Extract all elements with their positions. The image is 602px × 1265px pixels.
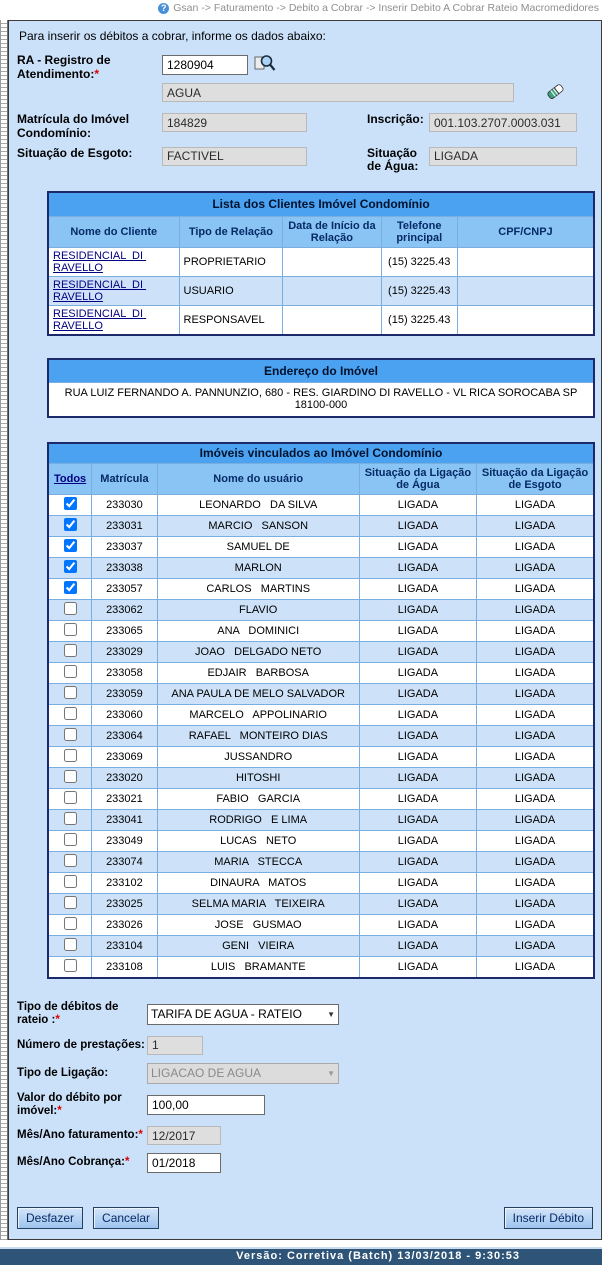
checkbox-cell [48, 915, 92, 936]
col-cpf-cnpj: CPF/CNPJ [457, 216, 594, 247]
imovel-checkbox[interactable] [64, 707, 77, 720]
matricula-cell: 233059 [92, 684, 158, 705]
tipo-ligacao-value: LIGACAO DE AGUA [151, 1066, 262, 1081]
version-bar: Versão: Corretiva (Batch) 13/03/2018 - 9:30:53 [0, 1249, 602, 1265]
situacao-esgoto-cell: LIGADA [477, 537, 594, 558]
table-row [48, 810, 594, 831]
situacao-esgoto-cell: LIGADA [477, 810, 594, 831]
table-row [48, 894, 594, 915]
cpf-cnpj-cell [457, 276, 594, 305]
checkbox-cell [48, 789, 92, 810]
checkbox-cell [48, 642, 92, 663]
checkbox-cell [48, 495, 92, 516]
endereco-table [47, 358, 595, 418]
imovel-checkbox[interactable] [64, 749, 77, 762]
table-row [48, 831, 594, 852]
imovel-checkbox[interactable] [64, 623, 77, 636]
matricula-cell: 233108 [92, 957, 158, 979]
matricula-cell: 233074 [92, 852, 158, 873]
cliente-nome-link[interactable]: RESIDENCIAL DI RAVELLO [53, 307, 147, 332]
checkbox-cell [48, 747, 92, 768]
cpf-cnpj-cell [457, 247, 594, 276]
matricula-cell: 233060 [92, 705, 158, 726]
matricula-field [162, 113, 307, 132]
breadcrumb-bar [0, 0, 602, 16]
ra-input[interactable] [162, 55, 248, 75]
agua-field [429, 147, 577, 166]
nome-usuario-cell: JUSSANDRO [157, 747, 359, 768]
ligacao-label: Tipo de Ligação: [17, 1066, 109, 1079]
situacao-agua-cell: LIGADA [359, 537, 476, 558]
situacao-esgoto-cell: LIGADA [477, 852, 594, 873]
cliente-nome-link[interactable]: RESIDENCIAL DI RAVELLO [53, 249, 147, 274]
matricula-cell: 233029 [92, 642, 158, 663]
col-tipo-relacao: Tipo de Relação [179, 216, 283, 247]
search-icon[interactable] [254, 54, 276, 76]
checkbox-cell [48, 810, 92, 831]
cliente-nome-cell [48, 276, 179, 305]
nome-usuario-cell: LEONARDO DA SILVA [157, 495, 359, 516]
valor-input[interactable] [147, 1095, 265, 1115]
faturamento-label: Mês/Ano faturamento:* [17, 1128, 143, 1141]
endereco-title: Endereço do Imóvel [48, 359, 594, 383]
cobranca-input[interactable] [147, 1153, 221, 1173]
nome-usuario-cell: SELMA MARIA TEIXEIRA [157, 894, 359, 915]
table-row [48, 726, 594, 747]
imovel-checkbox[interactable] [64, 644, 77, 657]
telefone-cell: (15) 3225.43 [381, 276, 457, 305]
imovel-checkbox[interactable] [64, 518, 77, 531]
situacao-esgoto-cell: LIGADA [477, 789, 594, 810]
matricula-label: Matrícula do Imóvel Condomínio: [17, 112, 130, 140]
table-row [48, 247, 594, 276]
matricula-cell: 233064 [92, 726, 158, 747]
matricula-cell: 233104 [92, 936, 158, 957]
matricula-cell: 233020 [92, 768, 158, 789]
situacao-esgoto-cell: LIGADA [477, 894, 594, 915]
matricula-cell: 233058 [92, 663, 158, 684]
imovel-checkbox[interactable] [64, 875, 77, 888]
data-inicio-cell [283, 276, 381, 305]
table-row [48, 747, 594, 768]
checkbox-cell [48, 663, 92, 684]
imovel-checkbox[interactable] [64, 833, 77, 846]
situacao-agua-cell: LIGADA [359, 600, 476, 621]
situacao-agua-cell: LIGADA [359, 873, 476, 894]
situacao-agua-cell: LIGADA [359, 789, 476, 810]
col-matricula: Matrícula [92, 464, 158, 495]
tipo-ligacao-select [147, 1063, 339, 1084]
nome-usuario-cell: MARIA STECCA [157, 852, 359, 873]
breadcrumb: Gsan -> Faturamento -> Debito a Cobrar -> Inserir Debito A Cobrar Rateio Macromedidores [173, 2, 599, 14]
tipo-relacao-cell: RESPONSAVEL [179, 305, 283, 335]
situacao-agua-cell: LIGADA [359, 684, 476, 705]
situacao-esgoto-cell: LIGADA [477, 642, 594, 663]
matricula-cell: 233030 [92, 495, 158, 516]
checkbox-cell [48, 579, 92, 600]
todos-link[interactable]: Todos [53, 473, 87, 486]
situacao-esgoto-cell: LIGADA [477, 747, 594, 768]
situacao-esgoto-cell: LIGADA [477, 621, 594, 642]
situacao-agua-cell: LIGADA [359, 915, 476, 936]
nome-usuario-cell: FABIO GARCIA [157, 789, 359, 810]
inscricao-label: Inscrição: [367, 112, 424, 126]
imovel-checkbox[interactable] [64, 665, 77, 678]
tipo-debitos-value: TARIFA DE AGUA - RATEIO [151, 1007, 302, 1022]
nome-usuario-cell: MARLON [157, 558, 359, 579]
nome-usuario-cell: ANA PAULA DE MELO SALVADOR [157, 684, 359, 705]
table-row [48, 600, 594, 621]
table-row [48, 705, 594, 726]
clientes-table-title: Lista dos Clientes Imóvel Condomínio [48, 192, 594, 216]
cancelar-button[interactable]: Cancelar [93, 1207, 159, 1229]
situacao-agua-cell: LIGADA [359, 705, 476, 726]
matricula-cell: 233065 [92, 621, 158, 642]
ra-label: RA - Registro de Atendimento:* [17, 53, 111, 81]
situacao-agua-cell: LIGADA [359, 831, 476, 852]
imovel-checkbox[interactable] [64, 728, 77, 741]
table-row [48, 684, 594, 705]
imovel-checkbox[interactable] [64, 602, 77, 615]
situacao-agua-cell: LIGADA [359, 579, 476, 600]
nome-usuario-cell: FLAVIO [157, 600, 359, 621]
situacao-esgoto-cell: LIGADA [477, 768, 594, 789]
situacao-agua-cell: LIGADA [359, 495, 476, 516]
tipo-relacao-cell: PROPRIETARIO [179, 247, 283, 276]
matricula-cell: 233102 [92, 873, 158, 894]
chevron-down-icon: ▼ [327, 1068, 335, 1078]
esgoto-label: Situação de Esgoto: [17, 145, 133, 160]
imovel-checkbox[interactable] [64, 812, 77, 825]
matricula-cell: 233057 [92, 579, 158, 600]
imovel-checkbox[interactable] [64, 539, 77, 552]
nome-usuario-cell: ANA DOMINICI [157, 621, 359, 642]
agua-label: Situação de Água: [367, 145, 419, 174]
situacao-esgoto-cell: LIGADA [477, 516, 594, 537]
situacao-agua-cell: LIGADA [359, 810, 476, 831]
tipo-debitos-select[interactable] [147, 1004, 339, 1025]
prestacoes-label: Número de prestações: [17, 1038, 145, 1051]
checkbox-cell [48, 684, 92, 705]
nome-usuario-cell: GENI VIEIRA [157, 936, 359, 957]
tipo-relacao-cell: USUARIO [179, 276, 283, 305]
table-row [48, 642, 594, 663]
table-row [48, 305, 594, 335]
table-row [48, 873, 594, 894]
nome-usuario-cell: CARLOS MARTINS [157, 579, 359, 600]
situacao-esgoto-cell: LIGADA [477, 663, 594, 684]
col-nome-usuario: Nome do usuário [157, 464, 359, 495]
table-row [48, 663, 594, 684]
imovel-checkbox[interactable] [64, 497, 77, 510]
nome-usuario-cell: LUIS BRAMANTE [157, 957, 359, 979]
checkbox-cell [48, 621, 92, 642]
matricula-cell: 233025 [92, 894, 158, 915]
matricula-cell: 233021 [92, 789, 158, 810]
table-row [48, 537, 594, 558]
situacao-agua-cell: LIGADA [359, 516, 476, 537]
situacao-agua-cell: LIGADA [359, 642, 476, 663]
matricula-cell: 233038 [92, 558, 158, 579]
imovel-checkbox[interactable] [64, 791, 77, 804]
prestacoes-field [147, 1036, 203, 1055]
situacao-agua-cell: LIGADA [359, 558, 476, 579]
main-panel [8, 20, 602, 1240]
table-row [48, 621, 594, 642]
situacao-esgoto-cell: LIGADA [477, 726, 594, 747]
imoveis-table-title: Imóveis vinculados ao Imóvel Condomínio [48, 443, 594, 464]
nome-usuario-cell: DINAURA MATOS [157, 873, 359, 894]
table-row [48, 768, 594, 789]
tipo-debitos-label: Tipo de débitos de rateio :* [17, 1001, 119, 1027]
imovel-checkbox[interactable] [64, 854, 77, 867]
matricula-cell: 233026 [92, 915, 158, 936]
cliente-nome-cell [48, 305, 179, 335]
situacao-esgoto-cell: LIGADA [477, 936, 594, 957]
col-telefone: Telefone principal [381, 216, 457, 247]
cliente-nome-link[interactable]: RESIDENCIAL DI RAVELLO [53, 278, 147, 303]
situacao-esgoto-cell: LIGADA [477, 915, 594, 936]
matricula-cell: 233031 [92, 516, 158, 537]
nome-usuario-cell: SAMUEL DE [157, 537, 359, 558]
col-data-inicio: Data de Início da Relação [283, 216, 381, 247]
situacao-agua-cell: LIGADA [359, 957, 476, 979]
eraser-icon[interactable] [546, 82, 565, 103]
footer-gap [0, 1240, 602, 1249]
imovel-checkbox[interactable] [64, 770, 77, 783]
nome-usuario-cell: JOAO DELGADO NETO [157, 642, 359, 663]
cobranca-label: Mês/Ano Cobrança:* [17, 1156, 130, 1169]
imovel-checkbox[interactable] [64, 686, 77, 699]
nome-usuario-cell: JOSE GUSMAO [157, 915, 359, 936]
table-row [48, 276, 594, 305]
cliente-nome-cell [48, 247, 179, 276]
telefone-cell: (15) 3225.43 [381, 305, 457, 335]
inserir-debito-button[interactable]: Inserir Débito [504, 1207, 593, 1229]
situacao-agua-cell: LIGADA [359, 894, 476, 915]
table-row [48, 516, 594, 537]
help-icon[interactable]: ? [158, 3, 169, 14]
matricula-cell: 233049 [92, 831, 158, 852]
matricula-cell: 233069 [92, 747, 158, 768]
checkbox-cell [48, 894, 92, 915]
esgoto-field [162, 147, 307, 166]
table-row [48, 852, 594, 873]
imovel-checkbox[interactable] [64, 959, 77, 972]
checkbox-cell [48, 705, 92, 726]
situacao-agua-cell: LIGADA [359, 852, 476, 873]
checkbox-cell [48, 516, 92, 537]
desfazer-button[interactable]: Desfazer [17, 1207, 83, 1229]
situacao-agua-cell: LIGADA [359, 726, 476, 747]
checkbox-cell [48, 831, 92, 852]
table-row [48, 957, 594, 979]
situacao-esgoto-cell: LIGADA [477, 558, 594, 579]
data-inicio-cell [283, 247, 381, 276]
checkbox-cell [48, 873, 92, 894]
matricula-cell: 233062 [92, 600, 158, 621]
situacao-agua-cell: LIGADA [359, 663, 476, 684]
nome-usuario-cell: EDJAIR BARBOSA [157, 663, 359, 684]
situacao-agua-cell: LIGADA [359, 621, 476, 642]
nome-usuario-cell: MARCELO APPOLINARIO [157, 705, 359, 726]
nome-usuario-cell: RODRIGO E LIMA [157, 810, 359, 831]
endereco-value: RUA LUIZ FERNANDO A. PANNUNZIO, 680 - RES. GIARDINO DI RAVELLO - VL RICA SOROCABA SP 18100-000 [48, 383, 594, 417]
situacao-esgoto-cell: LIGADA [477, 705, 594, 726]
imovel-checkbox[interactable] [64, 938, 77, 951]
col-nome-cliente: Nome do Cliente [48, 216, 179, 247]
situacao-esgoto-cell: LIGADA [477, 579, 594, 600]
left-stripe-decoration [0, 20, 8, 1240]
cpf-cnpj-cell [457, 305, 594, 335]
checkbox-cell [48, 537, 92, 558]
imoveis-table [47, 442, 595, 980]
data-inicio-cell [283, 305, 381, 335]
intro-text: Para inserir os débitos a cobrar, informe os dados abaixo: [19, 29, 326, 43]
situacao-esgoto-cell: LIGADA [477, 831, 594, 852]
matricula-cell: 233041 [92, 810, 158, 831]
valor-label: Valor do débito por imóvel:* [17, 1091, 122, 1117]
situacao-esgoto-cell: LIGADA [477, 957, 594, 979]
faturamento-field [147, 1126, 221, 1145]
situacao-esgoto-cell: LIGADA [477, 684, 594, 705]
table-row [48, 915, 594, 936]
col-situacao-agua: Situação da Ligação de Água [359, 464, 476, 495]
nome-usuario-cell: HITOSHI [157, 768, 359, 789]
nome-usuario-cell: LUCAS NETO [157, 831, 359, 852]
imovel-checkbox[interactable] [64, 560, 77, 573]
table-row [48, 936, 594, 957]
table-row [48, 789, 594, 810]
checkbox-cell [48, 768, 92, 789]
checkbox-cell [48, 852, 92, 873]
checkbox-cell [48, 957, 92, 979]
table-row [48, 495, 594, 516]
telefone-cell: (15) 3225.43 [381, 247, 457, 276]
situacao-esgoto-cell: LIGADA [477, 873, 594, 894]
checkbox-cell [48, 600, 92, 621]
situacao-agua-cell: LIGADA [359, 768, 476, 789]
col-situacao-esgoto: Situação da Ligação de Esgoto [477, 464, 594, 495]
matricula-cell: 233037 [92, 537, 158, 558]
imovel-checkbox[interactable] [64, 581, 77, 594]
inscricao-field [429, 113, 577, 132]
clientes-table [47, 191, 595, 336]
situacao-esgoto-cell: LIGADA [477, 495, 594, 516]
situacao-agua-cell: LIGADA [359, 747, 476, 768]
checkbox-cell [48, 726, 92, 747]
table-row [48, 579, 594, 600]
imovel-checkbox[interactable] [64, 917, 77, 930]
nome-usuario-cell: RAFAEL MONTEIRO DIAS [157, 726, 359, 747]
nome-usuario-cell: MARCIO SANSON [157, 516, 359, 537]
ra-type-field [162, 83, 514, 102]
chevron-down-icon: ▼ [327, 1009, 335, 1019]
imovel-checkbox[interactable] [64, 896, 77, 909]
situacao-esgoto-cell: LIGADA [477, 600, 594, 621]
situacao-agua-cell: LIGADA [359, 936, 476, 957]
checkbox-cell [48, 936, 92, 957]
checkbox-cell [48, 558, 92, 579]
table-row [48, 558, 594, 579]
